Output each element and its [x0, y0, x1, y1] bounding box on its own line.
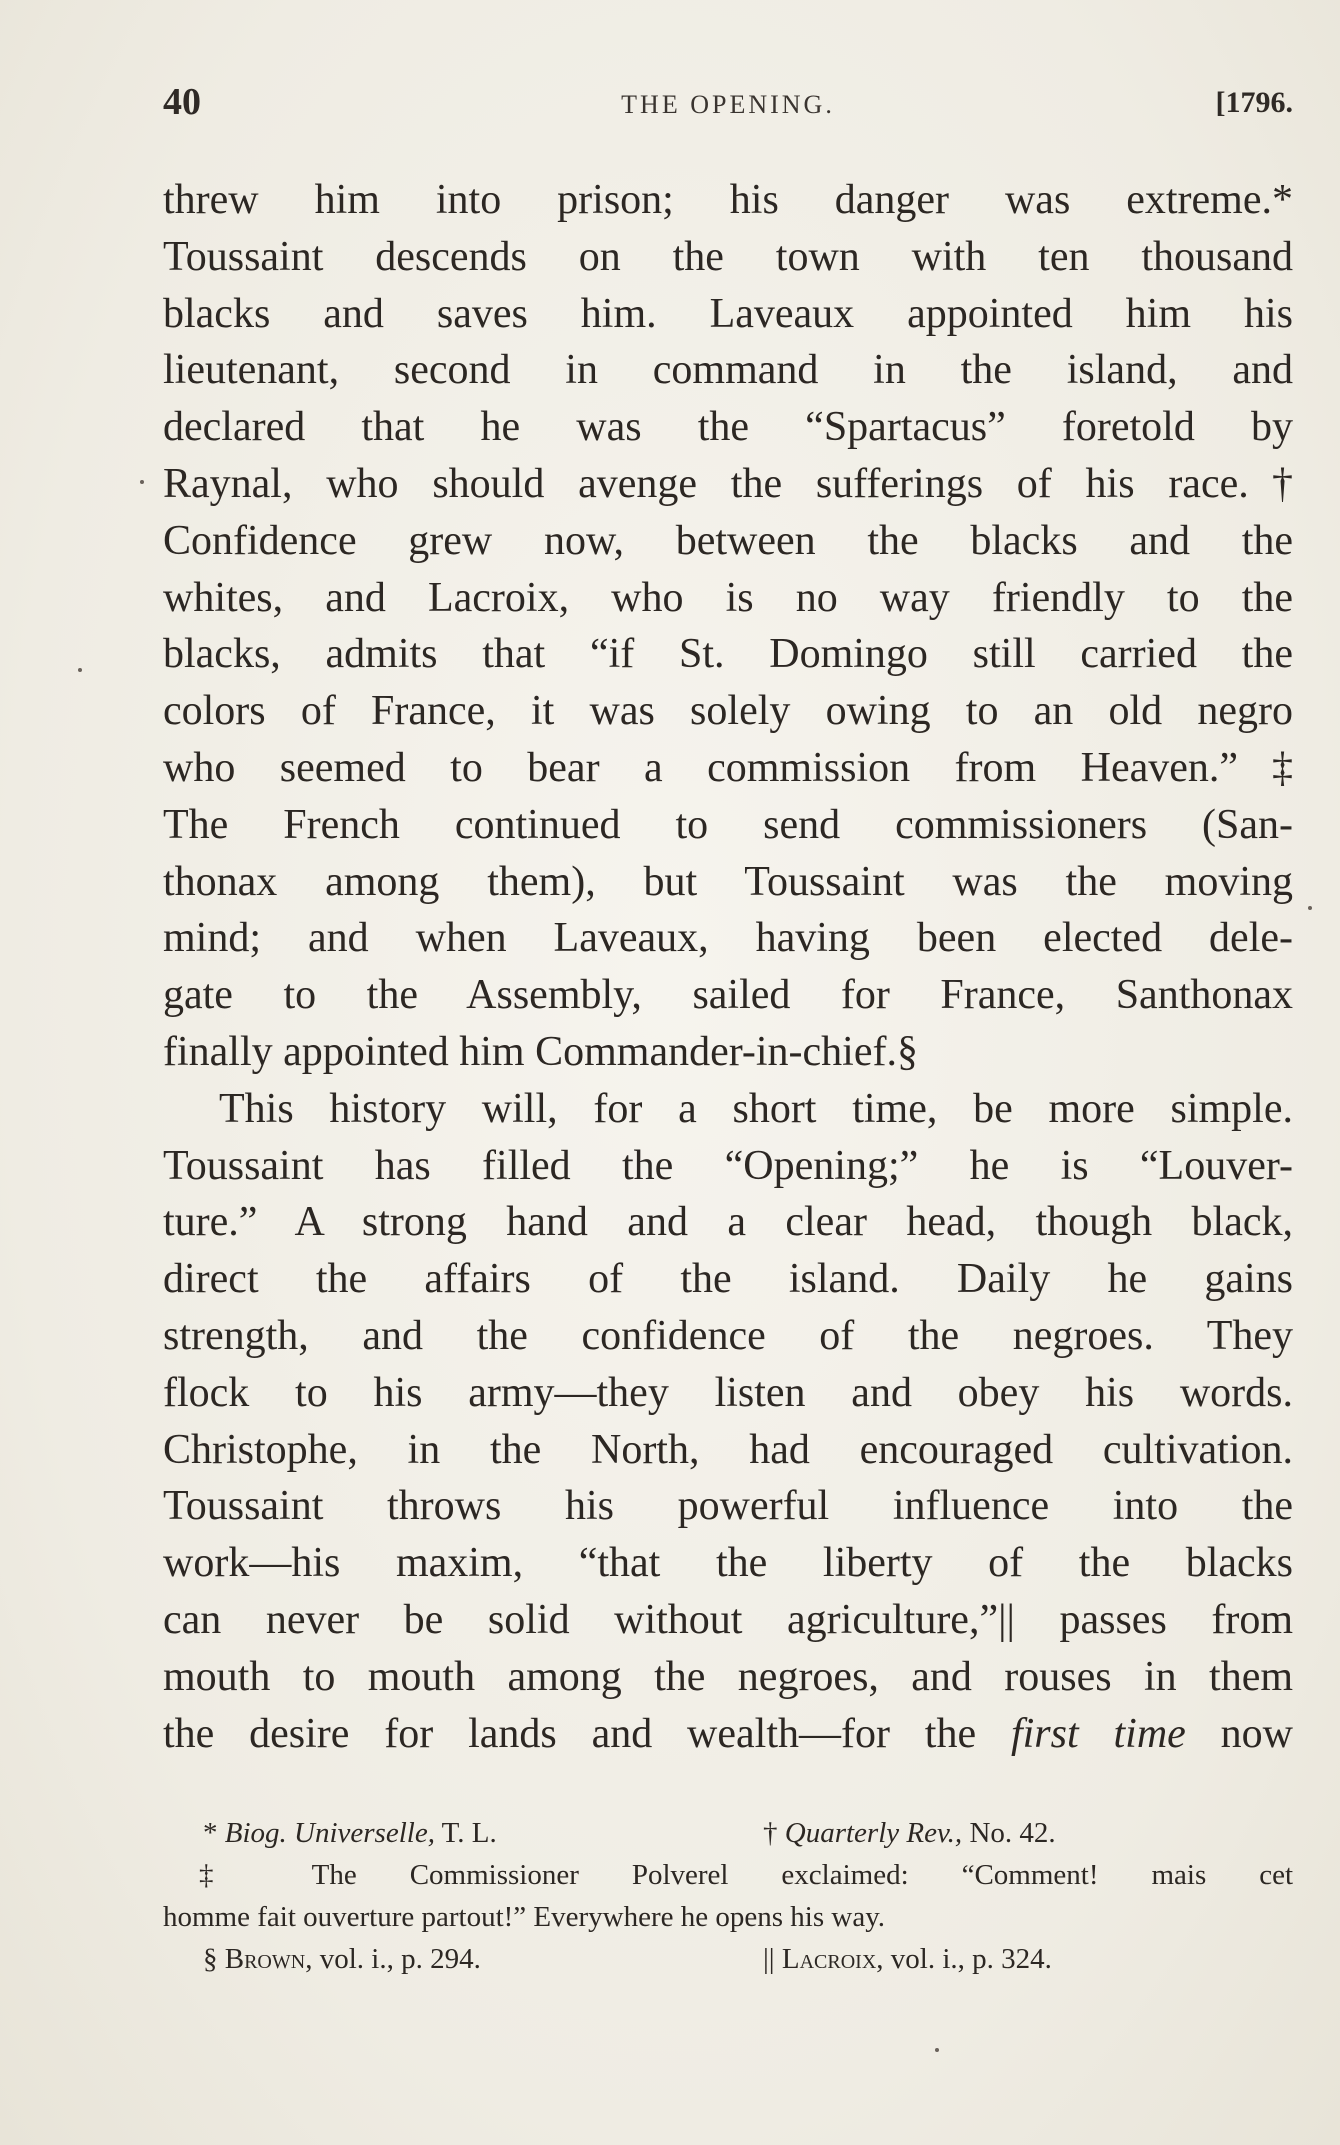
italic-phrase: first time: [1010, 1710, 1186, 1757]
paragraph-start-line: This history will, for a short time, be more simple.: [219, 1085, 1293, 1132]
text-line: threw him into prison; his danger was extreme.*: [163, 177, 1293, 223]
text-line: mind; and when Laveaux, having been elected dele-: [163, 915, 1293, 962]
footnote-lacroix: || Lacroix, vol. i., p. 324.: [763, 1943, 1052, 1975]
footnote-row: [163, 1938, 1293, 1980]
footnote-brown: § Brown, vol. i., p. 294.: [203, 1943, 481, 1975]
final-line-end: now: [1185, 1710, 1293, 1757]
text-line: ture.” A strong hand and a clear head, though black,: [163, 1199, 1293, 1246]
paper-speck: [935, 2048, 939, 2052]
final-text-line: [163, 1706, 1293, 1763]
text-line: finally appointed him Commander-in-chief.§: [163, 1028, 918, 1075]
paper-speck: [78, 668, 82, 672]
text-line: The French continued to send commissioners (San-: [163, 801, 1293, 848]
text-line: lieutenant, second in command in the island, and: [163, 347, 1293, 394]
text-line: blacks, admits that “if St. Domingo still carried the: [163, 631, 1293, 678]
paper-speck: [140, 480, 144, 484]
text-line: direct the affairs of the island. Daily he gains: [163, 1256, 1293, 1303]
footnote-quarterly: † Quarterly Rev., No. 42.: [763, 1817, 1056, 1849]
body-text: [163, 172, 1293, 1762]
text-line: mouth to mouth among the negroes, and rouses in them: [163, 1653, 1293, 1700]
text-line: declared that he was the “Spartacus” foretold by: [163, 404, 1293, 451]
paper-speck: [1308, 906, 1312, 910]
footnote-biog: * Biog. Universelle, T. L.: [203, 1817, 497, 1849]
text-line: Raynal, who should avenge the sufferings of his race.†: [163, 460, 1293, 507]
footnotes: [163, 1812, 1293, 1980]
text-line: Toussaint descends on the town with ten thousand: [163, 233, 1293, 280]
text-line: Toussaint throws his powerful influence into the: [163, 1483, 1293, 1530]
text-line: who seemed to bear a commission from Heaven.”‡: [163, 744, 1293, 791]
header-year: [1796.: [1215, 86, 1293, 119]
text-line: blacks and saves him. Laveaux appointed him his: [163, 290, 1293, 337]
text-line: Confidence grew now, between the blacks and the: [163, 517, 1293, 564]
text-line: whites, and Lacroix, who is no way friendly to the: [163, 574, 1293, 621]
page-number: 40: [163, 81, 201, 123]
text-line: gate to the Assembly, sailed for France, Santhonax: [163, 972, 1293, 1019]
text-line: work—his maxim, “that the liberty of the blacks: [163, 1540, 1293, 1587]
page-header: [163, 80, 1293, 130]
text-line: Christophe, in the North, had encouraged cultivation.: [163, 1426, 1293, 1473]
footnote-polverel: ‡ The Commissioner Polverel exclaimed: “Comment! mais cet: [199, 1859, 1293, 1891]
footnote-polverel-continued: homme fait ouverture partout!” Everywhere he opens his way.: [163, 1901, 886, 1933]
footnote-row: [163, 1812, 1293, 1854]
final-line-start: the desire for lands and wealth—for the: [163, 1710, 977, 1757]
text-line: Toussaint has filled the “Opening;” he is “Louver-: [163, 1142, 1293, 1189]
running-title: THE OPENING.: [621, 90, 835, 119]
text-line: flock to his army—they listen and obey his words.: [163, 1369, 1293, 1416]
text-line: strength, and the confidence of the negroes. They: [163, 1312, 1293, 1359]
text-line: can never be solid without agriculture,”|| passes from: [163, 1596, 1293, 1643]
text-line: thonax among them), but Toussaint was the moving: [163, 858, 1293, 905]
text-line: colors of France, it was solely owing to an old negro: [163, 688, 1293, 735]
